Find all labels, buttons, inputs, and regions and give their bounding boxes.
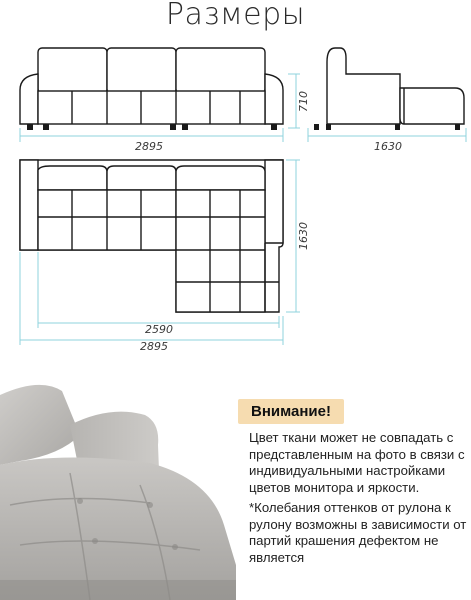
front-legs	[27, 124, 277, 130]
front-width-label: 2895	[135, 140, 163, 153]
top-depth-label: 1630	[297, 222, 310, 250]
top-width-label: 2895	[140, 340, 168, 353]
sofa-fabric-photo	[0, 375, 236, 600]
notice-footnote: *Колебания оттенков от рулона к рулону возможны в зависимости от партий крашения дефектом не является	[249, 500, 467, 565]
side-legs	[314, 124, 460, 130]
notice-heading: Внимание!	[238, 399, 344, 424]
top-view	[20, 160, 283, 312]
side-depth-label: 1630	[374, 140, 402, 153]
inner-width-label: 2590	[145, 323, 173, 336]
side-view	[327, 48, 464, 124]
page-title: Размеры	[165, 0, 306, 32]
notice-text: Цвет ткани может не совпадать с представленным на фото в связи с индивидуальными настройками цветов монитора и яркости.	[249, 430, 465, 495]
height-label: 710	[297, 91, 310, 112]
front-view	[20, 48, 283, 124]
